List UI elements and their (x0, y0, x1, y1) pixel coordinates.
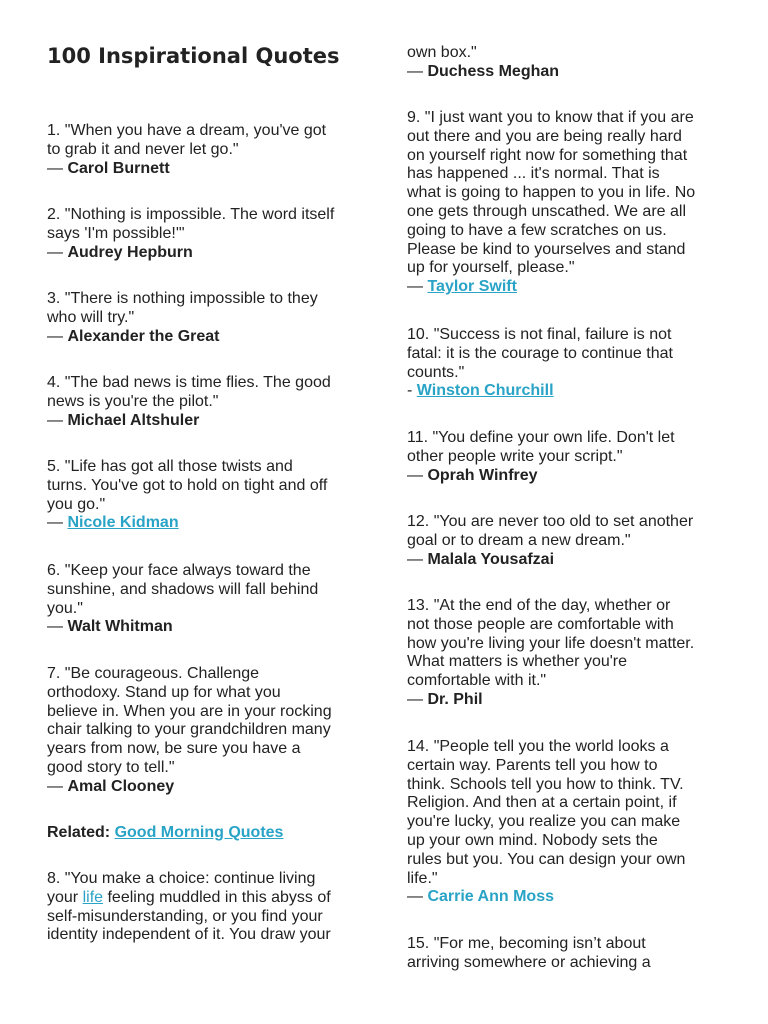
author-name: Malala Yousafzai (427, 550, 555, 568)
dash: — (47, 411, 68, 429)
quote-text: 6. "Keep your face always toward the sunshine, and shadows will fall behind you." (47, 562, 319, 617)
author-name: Walt Whitman (67, 618, 173, 636)
dash: — (407, 690, 428, 708)
quote-text: 4. "The bad news is time flies. The good news is you're the pilot." (47, 374, 331, 410)
dash: - (407, 382, 417, 400)
dash: — (407, 550, 428, 568)
quote-4 (47, 374, 365, 430)
quote-text: 15. "For me, becoming isn’t about arriving somewhere or achieving a (407, 935, 651, 971)
quote-2 (47, 206, 365, 262)
quote-text: own box." (407, 44, 477, 61)
quote-attribution (407, 467, 725, 486)
quote-11 (407, 429, 725, 485)
quote-attribution (407, 888, 725, 907)
quote-7 (47, 665, 365, 797)
quote-14 (407, 738, 725, 907)
quote-text: 9. "I just want you to know that if you are out there and you are being really hard on yourself right now for something that has happened ... it's normal. That is what is going to happen to you in life. No one gets through unscathed. We are all going to have a few scratches on us. Please be kind to yourselves and stand up for yourself, please." (407, 109, 696, 277)
author-name: Carol Burnett (67, 159, 170, 177)
quote-text: 12. "You are never too old to set another goal or to dream a new dream." (407, 513, 694, 549)
quote-attribution (47, 244, 365, 263)
author-name: Audrey Hepburn (67, 243, 193, 261)
quote-attribution (47, 514, 365, 533)
author-link-carrie-ann-moss[interactable]: Carrie Ann Moss (427, 888, 554, 906)
related-link-good-morning-quotes[interactable]: Good Morning Quotes (114, 824, 284, 841)
quote-attribution (47, 618, 365, 637)
quote-text: 3. "There is nothing impossible to they who will try." (47, 290, 318, 326)
quote-text: 1. "When you have a dream, you've got to grab it and never let go." (47, 122, 327, 158)
quote-attribution (47, 328, 365, 347)
quote-attribution (407, 382, 725, 401)
quote-5 (47, 458, 365, 533)
quote-text: 5. "Life has got all those twists and turns. You've got to hold on tight and off you go." (47, 458, 328, 513)
quote-text: 11. "You define your own life. Don't let other people write your script." (407, 429, 675, 465)
quote-text: 10. "Success is not final, failure is not fatal: it is the courage to continue that counts." (407, 326, 673, 381)
quote-6 (47, 562, 365, 637)
quote-8-end (407, 44, 725, 82)
page-title: 100 Inspirational Quotes (47, 44, 340, 68)
quote-3 (47, 290, 365, 346)
author-link-taylor-swift[interactable]: Taylor Swift (427, 278, 517, 296)
dash: — (47, 243, 68, 261)
quote-text: 14. "People tell you the world looks a certain way. Parents tell you how to think. Schools tell you how to think. TV. Religion. And then at a certain point, if you're lucky, you realize you can make up your own mind. Nobody sets the rules but you. You can design your own life." (407, 738, 686, 887)
author-name: Amal Clooney (67, 777, 175, 795)
quote-attribution (407, 551, 725, 570)
quote-text: 8. "You make a choice: continue living your (47, 870, 316, 906)
quote-attribution (47, 412, 365, 431)
author-name: Oprah Winfrey (427, 466, 538, 484)
dash: — (47, 777, 68, 795)
quote-attribution (407, 63, 725, 82)
quote-text: 7. "Be courageous. Challenge orthodoxy. Stand up for what you believe in. When you are in your rocking chair talking to your grandchildren many years from now, be sure you have a good story to tell." (47, 665, 332, 776)
related-line (47, 824, 365, 843)
dash: — (407, 466, 428, 484)
quote-12 (407, 513, 725, 569)
author-name: Michael Altshuler (67, 411, 200, 429)
dash: — (47, 327, 68, 345)
quote-text: 2. "Nothing is impossible. The word itself says 'I'm possible!'" (47, 206, 335, 242)
quote-13 (407, 597, 725, 710)
quote-15 (407, 935, 725, 973)
author-name: Duchess Meghan (427, 62, 560, 80)
dash: — (407, 888, 428, 906)
quote-1 (47, 122, 365, 178)
quote-10 (407, 326, 725, 401)
author-link-nicole-kidman[interactable]: Nicole Kidman (67, 514, 179, 532)
dash: — (47, 514, 68, 532)
author-name: Alexander the Great (67, 327, 220, 345)
dash: — (407, 62, 428, 80)
quote-9 (407, 109, 725, 297)
dash: — (47, 618, 68, 636)
quote-attribution (407, 691, 725, 710)
related-label: Related: (47, 824, 115, 841)
quote-attribution (47, 160, 365, 179)
quote-text-continued: feeling muddled in this abyss of self-misunderstanding, or you find your identity independent of it. You draw your (47, 888, 331, 944)
author-link-winston-churchill[interactable]: Winston Churchill (416, 382, 554, 400)
quote-8 (47, 870, 365, 945)
life-link[interactable]: life (82, 888, 104, 906)
quote-attribution (47, 778, 365, 797)
quote-text: 13. "At the end of the day, whether or not those people are comfortable with how you're living your life doesn't matter. What matters is whether you're comfortable with it." (407, 597, 695, 690)
quote-attribution (407, 278, 725, 297)
dash: — (47, 159, 68, 177)
dash: — (407, 278, 428, 296)
author-name: Dr. Phil (427, 690, 483, 708)
